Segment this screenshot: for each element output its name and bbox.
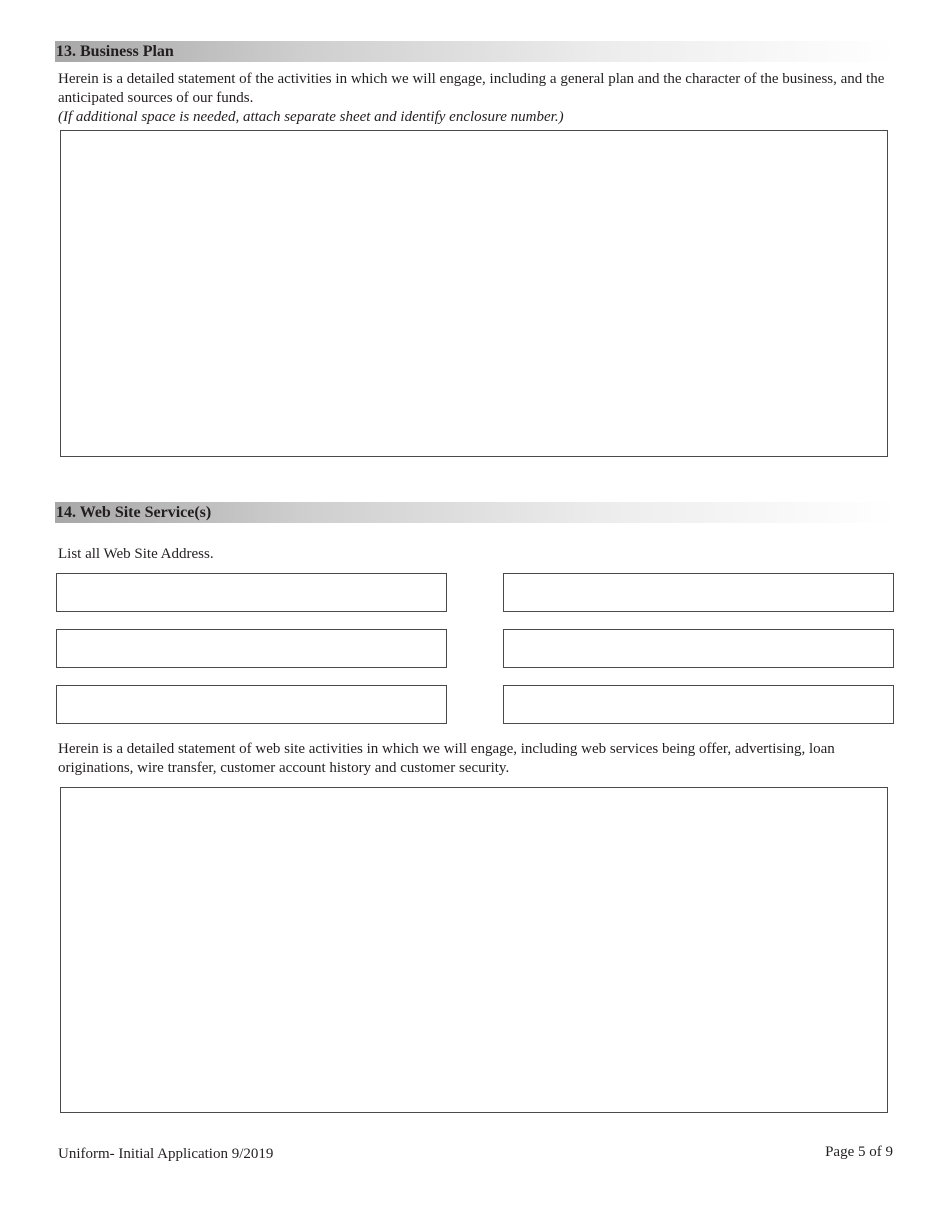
business-plan-description: Herein is a detailed statement of the activities in which we will engage, including a general plan and the character of the business, and the anticipated sources of our funds. bbox=[58, 71, 885, 106]
web-address-field-6[interactable] bbox=[503, 685, 894, 724]
business-plan-instructions bbox=[58, 70, 898, 127]
business-plan-textarea[interactable] bbox=[60, 130, 888, 457]
form-name-footer: Uniform- Initial Application 9/2019 bbox=[58, 1146, 274, 1162]
web-address-field-1[interactable] bbox=[56, 573, 447, 612]
web-address-field-4[interactable] bbox=[503, 629, 894, 668]
web-address-field-3[interactable] bbox=[56, 629, 447, 668]
web-address-field-5[interactable] bbox=[56, 685, 447, 724]
web-address-list-label: List all Web Site Address. bbox=[58, 546, 214, 562]
section-13-header: 13. Business Plan bbox=[55, 41, 895, 62]
additional-space-note: (If additional space is needed, attach separate sheet and identify enclosure number.) bbox=[58, 109, 564, 125]
web-activities-textarea[interactable] bbox=[60, 787, 888, 1113]
web-address-field-2[interactable] bbox=[503, 573, 894, 612]
web-activities-description: Herein is a detailed statement of web site activities in which we will engage, including web services being offer, advertising, loan originations, wire transfer, customer account history and customer security. bbox=[58, 741, 835, 776]
section-14-header: 14. Web Site Service(s) bbox=[55, 502, 895, 523]
page-number: Page 5 of 9 bbox=[825, 1144, 893, 1160]
